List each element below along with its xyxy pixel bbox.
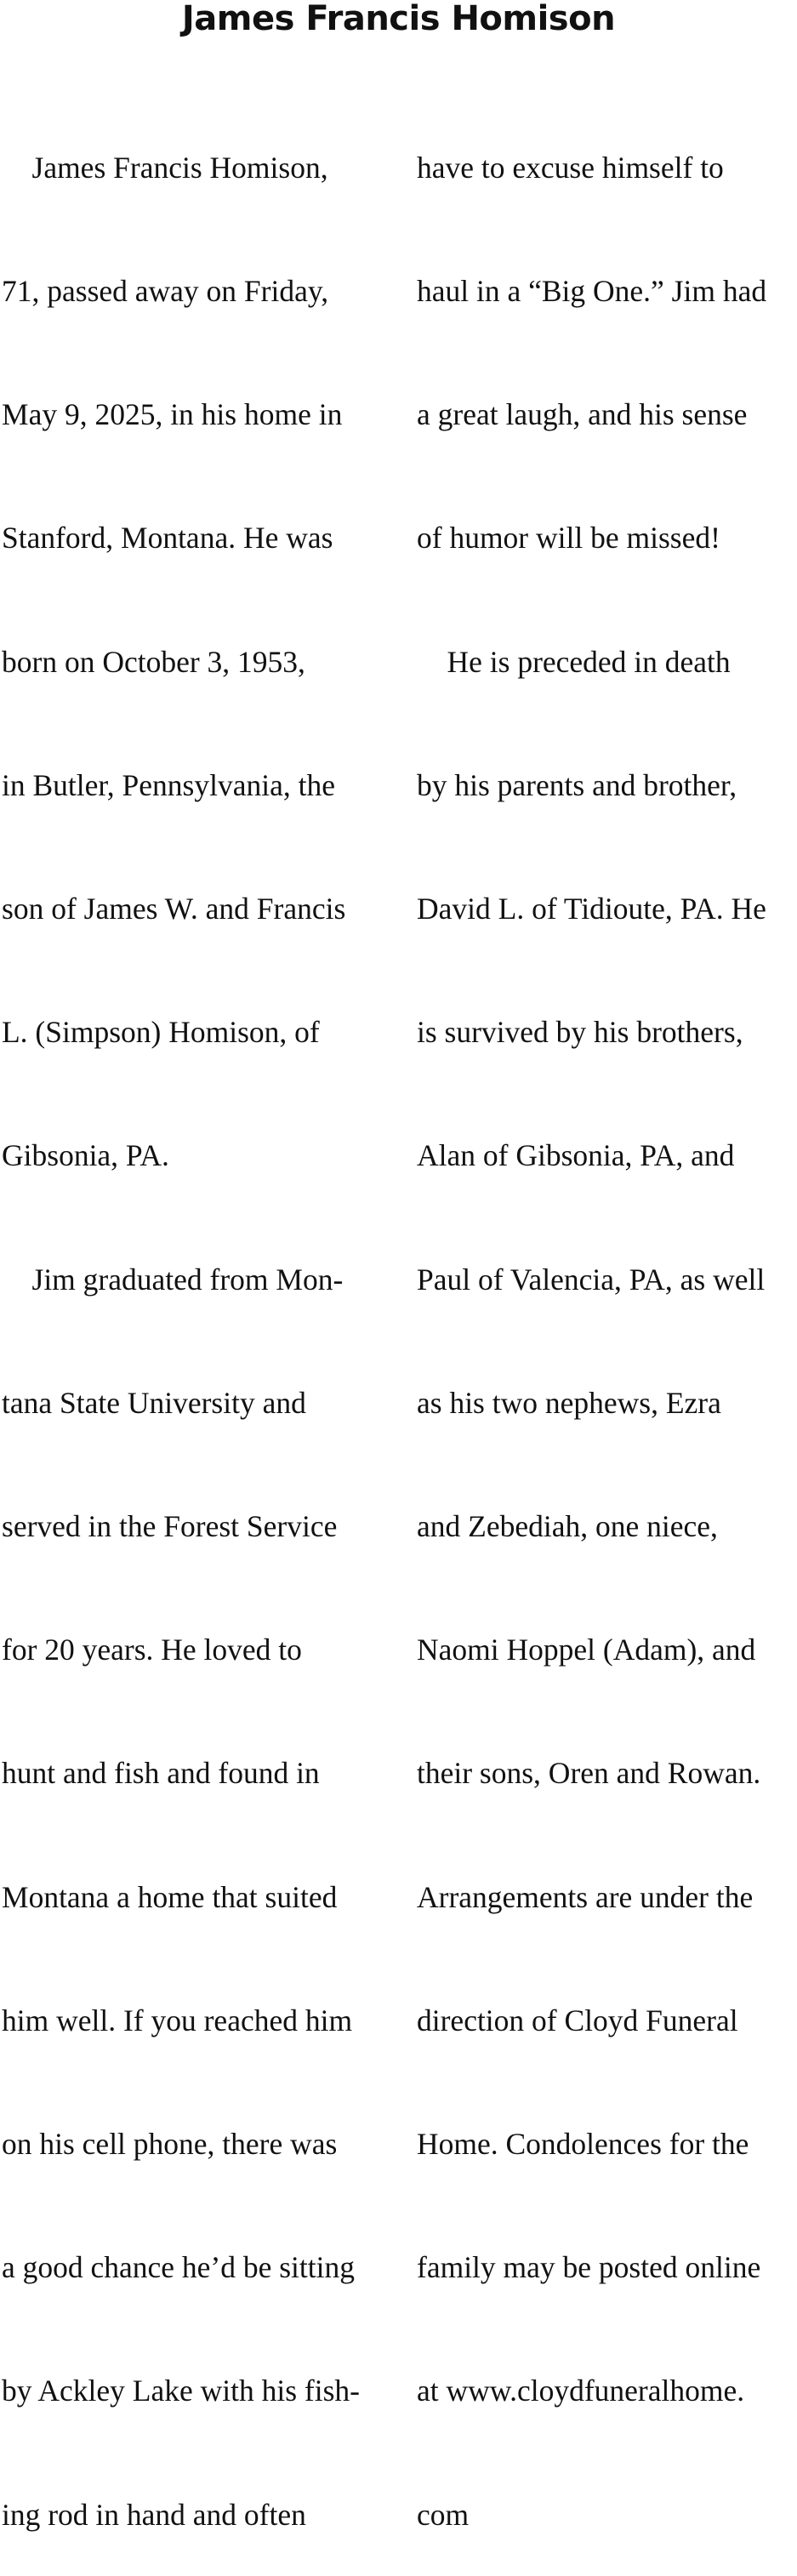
text-line: Alan of Gibsonia, PA, and <box>417 1138 735 1173</box>
text-line: is survived by his brothers, <box>417 1015 743 1050</box>
text-line: May 9, 2025, in his home in <box>2 397 343 432</box>
text-line: L. (Simpson) Homison, of <box>2 1015 320 1050</box>
text-line: in Butler, Pennsylvania, the <box>2 767 335 802</box>
text-line: Stanford, Montana. He was <box>2 521 333 556</box>
text-line: on his cell phone, there was <box>2 2127 338 2162</box>
text-line: tana State University and <box>2 1385 306 1420</box>
text-line: born on October 3, 1953, <box>2 644 305 679</box>
text-line: ing rod in hand and often <box>2 2497 306 2532</box>
text-line: 71, passed away on Friday, <box>2 274 329 309</box>
text-line: haul in a “Big One.” Jim had <box>417 274 767 309</box>
obituary-title: James Francis Homison <box>181 0 616 38</box>
text-line: their sons, Oren and Rowan. <box>417 1756 761 1791</box>
text-line: and Zebediah, one niece, <box>417 1509 718 1544</box>
right-column <box>417 65 766 2576</box>
text-line: hunt and fish and found in <box>2 1756 320 1791</box>
text-line: com <box>417 2497 470 2532</box>
text-line: James Francis Homison, <box>2 150 328 185</box>
text-line: family may be posted online <box>417 2250 761 2285</box>
text-line: served in the Forest Service <box>2 1509 338 1544</box>
text-line: Arrangements are under the <box>417 1879 754 1914</box>
text-line: Gibsonia, PA. <box>2 1138 169 1173</box>
text-line: Naomi Hoppel (Adam), and <box>417 1633 756 1667</box>
text-line: David L. of Tidioute, PA. He <box>417 892 766 926</box>
text-line: as his two nephews, Ezra <box>417 1385 721 1420</box>
text-line: him well. If you reached him <box>2 2003 353 2037</box>
text-line: Home. Condolences for the <box>417 2127 749 2162</box>
text-line: for 20 years. He loved to <box>2 1633 302 1667</box>
left-column <box>2 65 360 2576</box>
text-line: son of James W. and Francis <box>2 892 346 926</box>
text-line: a great laugh, and his sense <box>417 397 748 432</box>
text-line: Jim graduated from Mon- <box>2 1262 344 1297</box>
text-line: Paul of Valencia, PA, as well <box>417 1262 766 1297</box>
text-line: by his parents and brother, <box>417 767 737 802</box>
text-line: He is preceded in death <box>417 644 731 679</box>
text-line: have to excuse himself to <box>417 150 724 185</box>
text-line: by Ackley Lake with his fish- <box>2 2374 360 2408</box>
text-line: direction of Cloyd Funeral <box>417 2003 738 2037</box>
text-line: Montana a home that suited <box>2 1879 338 1914</box>
text-line: at www.cloydfuneralhome. <box>417 2374 745 2408</box>
text-line: a good chance he’d be sitting <box>2 2250 356 2285</box>
text-line: of humor will be missed! <box>417 521 720 556</box>
